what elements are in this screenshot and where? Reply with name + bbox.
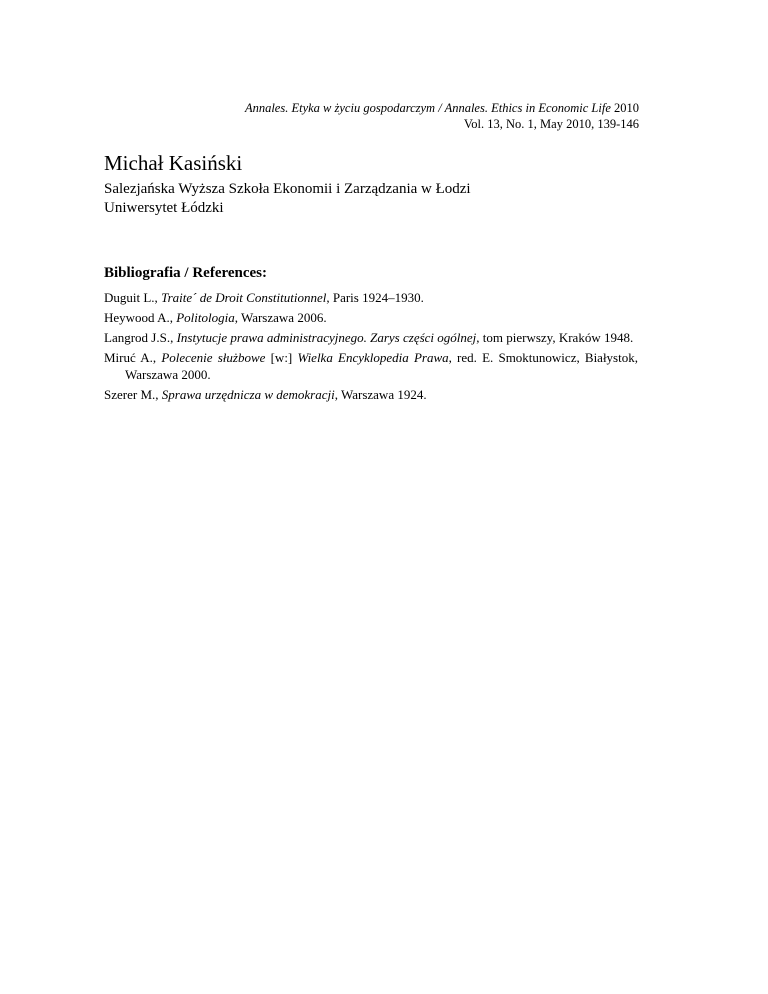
reference-entry [104,329,638,346]
affiliation-line: Uniwersytet Łódzki [104,200,224,216]
reference-title: Instytucje prawa administracyjnego. Zarys części ogólnej [176,330,477,345]
author-name: Michał Kasiński [104,151,243,175]
reference-list [104,289,638,406]
journal-header [245,100,639,132]
bibliography-heading: Bibliografia / References: [104,265,268,281]
reference-author: Heywood A., [104,310,177,325]
reference-title: Traite´ de Droit Constitutionnel [161,290,327,305]
reference-author: Szerer M., [104,387,162,402]
reference-details: , red. E. Smoktunowicz, Białystok, Warszawa 2000. [125,350,638,382]
reference-details: , tom pierwszy, Kraków 1948. [476,330,634,345]
reference-entry [104,289,638,306]
reference-author: Miruć A., [104,350,162,365]
author-affiliations [104,180,471,218]
reference-title-secondary: Wielka Encyklopedia Prawa [297,350,449,365]
reference-details: , Warszawa 1924. [334,387,427,402]
reference-entry [104,309,638,326]
reference-details: , Warszawa 2006. [234,310,327,325]
journal-volume-line: Vol. 13, No. 1, May 2010, 139-146 [463,117,639,131]
reference-entry [104,349,638,383]
reference-title: Politologia [176,310,235,325]
affiliation-line: Salezjańska Wyższa Szkoła Ekonomii i Zarządzania w Łodzi [104,181,471,197]
reference-title: Sprawa urzędnicza w demokracji [161,387,335,402]
reference-author: Langrod J.S., [104,330,177,345]
journal-year: 2010 [614,101,639,115]
journal-title: Annales. Etyka w życiu gospodarczym / Annales. Ethics in Economic Life [244,101,611,115]
reference-author: Duguit L., [104,290,162,305]
reference-entry [104,386,638,403]
reference-connector: [w:] [265,350,298,365]
journal-title-line [245,100,639,116]
reference-details: , Paris 1924–1930. [326,290,424,305]
reference-title: Polecenie służbowe [161,350,266,365]
